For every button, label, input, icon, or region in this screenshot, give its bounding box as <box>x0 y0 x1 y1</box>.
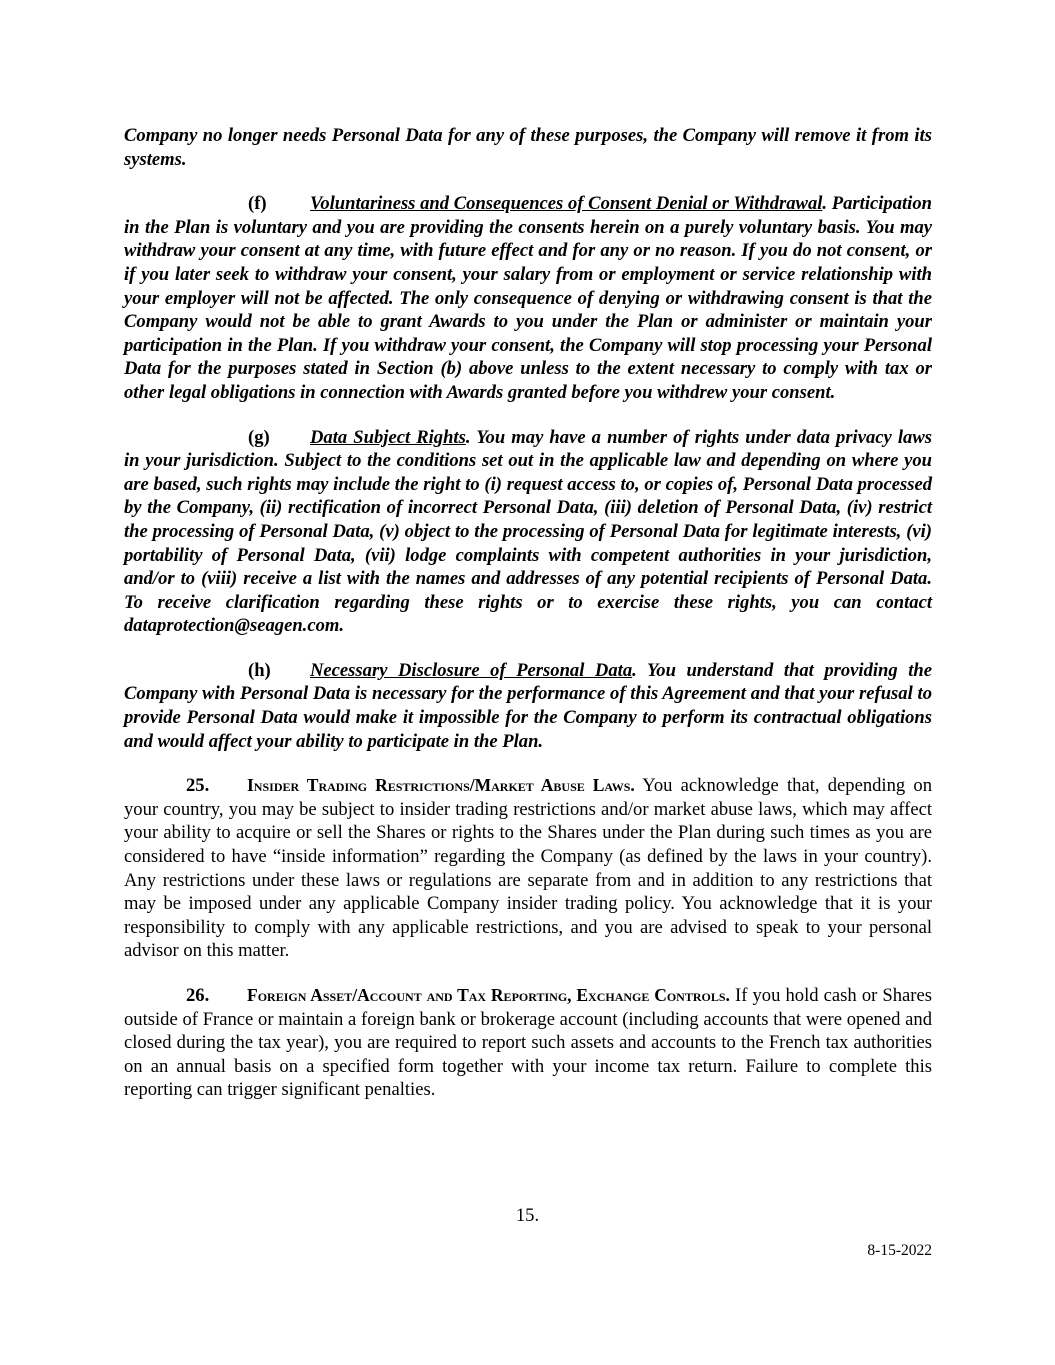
subsection-g <box>124 426 932 638</box>
document-page <box>124 124 932 1102</box>
section-body: If you hold cash or Shares outside of France or maintain a foreign bank or brokerage account (including accounts that were opened and closed during the tax year), you are required to report such assets and accounts to the French tax authorities on an annual basis on a specified form together with your income tax return. Failure to complete this reporting can trigger significant penalties. <box>124 985 932 1101</box>
continuation-paragraph <box>124 124 932 171</box>
section-body: You acknowledge that, depending on your country, you may be subject to insider trading restrictions and/or market abuse laws, which may affect your ability to acquire or sell the Shares or rights to the Shares under the Plan during such times as you are considered to have “inside information” regarding the Company (as defined by the laws in your country). Any restrictions under these laws or regulations are separate from and in addition to any restrictions that may be imposed under any applicable Company insider trading policy. You acknowledge that it is your responsibility to comply with any applicable restrictions, and you are advised to speak to your personal advisor on this matter. <box>124 775 932 962</box>
section-25 <box>124 774 932 963</box>
subsection-number: (h) <box>248 659 271 681</box>
page-number: 15. <box>515 1205 540 1226</box>
section-number: 26. <box>186 985 210 1006</box>
subsection-title: Voluntariness and Consequences of Consent Denial or Withdrawal <box>310 193 823 215</box>
subsection-h <box>124 659 932 753</box>
subsection-f <box>124 192 932 404</box>
section-heading: Insider Trading Restrictions/Market Abuse Laws. <box>247 775 635 796</box>
section-heading: Foreign Asset/Account and Tax Reporting, Exchange Controls. <box>247 985 730 1005</box>
subsection-title: Data Subject Rights <box>310 426 466 448</box>
subsection-body: . You understand that providing the Company with Personal Data is necessary for the performance of this Agreement and that your refusal to provide Personal Data would make it impossible for the Company to perform its contractual obligations and would affect your ability to participate in the Plan. <box>124 659 933 752</box>
subsection-body: . Participation in the Plan is voluntary and you are providing the consents herein on a purely voluntary basis. You may withdraw your consent at any time, with future effect and for any or no reason. If you do not consent, or if you later seek to withdraw your consent, your salary from or employment or service relationship with your employer will not be affected. The only consequence of denying or withdrawing consent is that the Company would not be able to grant Awards to you under the Plan or administer or maintain your participation in the Plan. If you withdraw your consent, the Company will stop processing your Personal Data for the purposes stated in Section (b) above unless to the extent necessary to comply with tax or other legal obligations in connection with Awards granted before you withdrew your consent. <box>124 193 932 403</box>
section-26 <box>124 984 932 1102</box>
section-number: 25. <box>186 775 210 797</box>
subsection-title: Necessary Disclosure of Personal Data <box>310 659 633 681</box>
subsection-body: . You may have a number of rights under data privacy laws in your jurisdiction. Subject to the conditions set out in the applicable law and depending on where you are based, such rights may include the right to (i) request access to, or copies of, Personal Data processed by the Company, (ii) rectification of incorrect Personal Data, (iii) deletion of Personal Data, (iv) restrict the processing of Personal Data, (v) object to the processing of Personal Data for legitimate interests, (vi) portability of Personal Data, (vii) lodge complaints with competent authorities in your jurisdiction, and/or to (viii) receive a list with the names and addresses of any potential recipients of Personal Data. To receive clarification regarding these rights or to exercise these rights, you can contact dataprotection@seagen.com. <box>124 426 932 637</box>
footer-date: 8-15-2022 <box>867 1242 932 1259</box>
subsection-number: (g) <box>248 426 270 448</box>
continuation-text: Company no longer needs Personal Data for any of these purposes, the Company will remove it from its systems. <box>124 125 932 170</box>
subsection-number: (f) <box>248 193 267 215</box>
